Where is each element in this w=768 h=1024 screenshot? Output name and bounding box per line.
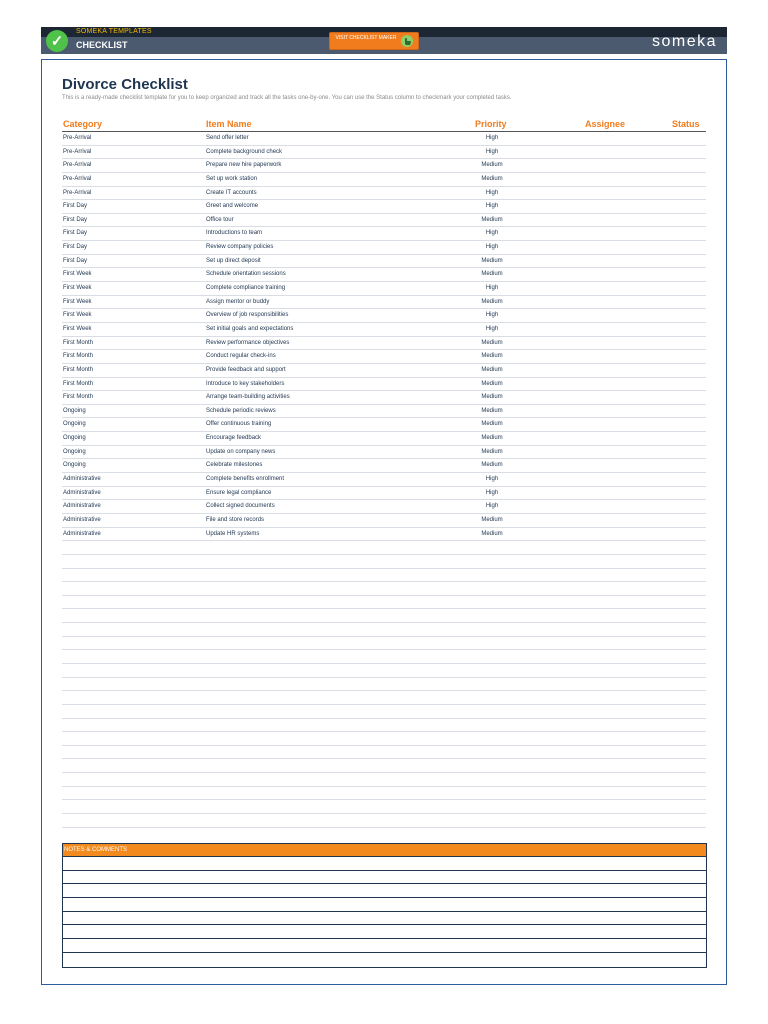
table-row[interactable] [62,459,706,473]
table-row[interactable] [62,596,706,610]
someka-logo[interactable]: someka [651,33,717,50]
table-row[interactable] [62,214,706,228]
row-category: First Month [63,339,94,346]
table-row[interactable] [62,773,706,787]
table-row[interactable] [62,637,706,651]
table-row[interactable] [62,569,706,583]
table-row[interactable] [62,691,706,705]
visit-button-label: VISIT CHECKLIST MAKER [335,35,397,41]
row-category: Administrative [63,530,101,537]
row-item-name: Office tour [206,216,234,223]
table-row[interactable] [62,350,706,364]
table-row[interactable] [62,132,706,146]
row-priority: Medium [481,257,503,264]
row-item-name: Introductions to team [206,230,263,237]
row-category: Ongoing [63,421,86,428]
table-row[interactable] [62,364,706,378]
row-item-name: Update on company news [206,448,276,455]
hand-click-icon [400,34,414,48]
row-priority: Medium [481,216,503,223]
row-priority: High [485,244,499,251]
notes-line[interactable] [63,884,706,898]
row-priority: Medium [481,394,503,401]
table-row[interactable] [62,487,706,501]
notes-line[interactable] [63,953,706,967]
table-row[interactable] [62,787,706,801]
notes-line[interactable] [63,871,706,885]
row-item-name: Update HR systems [206,530,260,537]
row-item-name: Encourage feedback [206,435,262,442]
row-category: Administrative [63,489,101,496]
row-priority: High [485,503,499,510]
row-priority: Medium [481,380,503,387]
row-category: Ongoing [63,462,86,469]
row-item-name: Greet and welcome [206,203,259,210]
row-item-name: Complete background check [206,148,283,155]
visit-checklist-maker-button[interactable] [329,32,419,50]
row-item-name: Prepare new hire paperwork [206,162,282,169]
row-priority: High [485,203,499,210]
row-priority: High [485,325,499,332]
row-category: Administrative [63,516,101,523]
row-item-name: Create IT accounts [206,189,257,196]
row-category: First Month [63,366,94,373]
table-row[interactable] [62,418,706,432]
row-priority: High [485,489,499,496]
row-item-name: Arrange team-building activities [206,394,290,401]
table-row[interactable] [62,678,706,692]
table-row[interactable] [62,746,706,760]
row-item-name: Review company policies [206,244,274,251]
column-header-status: Status [672,119,700,129]
row-item-name: Schedule orientation sessions [206,271,286,278]
row-item-name: Complete compliance training [206,285,286,292]
table-row[interactable] [62,173,706,187]
table-row[interactable] [62,432,706,446]
row-item-name: Ensure legal compliance [206,489,272,496]
table-row[interactable] [62,309,706,323]
row-priority: Medium [481,366,503,373]
row-priority: Medium [481,339,503,346]
row-item-name: File and store records [206,516,265,523]
row-priority: Medium [481,462,503,469]
row-priority: Medium [481,516,503,523]
notes-line[interactable] [63,925,706,939]
table-row[interactable] [62,541,706,555]
brand-label: SOMEKA TEMPLATES [76,28,152,35]
table-row[interactable] [62,732,706,746]
row-category: Ongoing [63,407,86,414]
table-row[interactable] [62,759,706,773]
notes-lines [63,857,706,967]
row-priority: Medium [481,407,503,414]
table-row[interactable] [62,391,706,405]
row-category: First Month [63,353,94,360]
table-row[interactable] [62,800,706,814]
template-title: CHECKLIST [76,40,128,50]
row-category: First Day [63,244,87,251]
table-row[interactable] [62,514,706,528]
checklist-sheet [41,59,727,985]
row-priority: High [485,230,499,237]
table-row[interactable] [62,623,706,637]
table-row[interactable] [62,268,706,282]
row-item-name: Provide feedback and support [206,366,286,373]
row-item-name: Assign mentor or buddy [206,298,270,305]
row-category: Pre-Arrival [63,148,92,155]
table-row[interactable] [62,255,706,269]
row-priority: Medium [481,162,503,169]
column-header-category: Category [63,119,103,129]
notes-section [62,843,707,968]
row-item-name: Collect signed documents [206,503,275,510]
row-category: Ongoing [63,435,86,442]
row-priority: High [485,285,499,292]
table-row[interactable] [62,582,706,596]
table-row[interactable] [62,159,706,173]
row-item-name: Set initial goals and expectations [206,325,294,332]
row-category: First Day [63,257,87,264]
table-row[interactable] [62,814,706,828]
row-category: Pre-Arrival [63,189,92,196]
row-category: Pre-Arrival [63,162,92,169]
row-priority: High [485,135,499,141]
table-row[interactable] [62,337,706,351]
table-row[interactable] [62,705,706,719]
row-priority: Medium [481,298,503,305]
page-description: This is a ready-made checklist template for you to keep organized and track all the tasks one-by-one. You can use the Status column to checkmark your completed tasks. [62,95,512,101]
row-category: First Week [63,325,92,332]
row-priority: Medium [481,421,503,428]
column-header-assignee: Assignee [585,119,626,129]
notes-line[interactable] [63,857,706,871]
row-item-name: Introduce to key stakeholders [206,380,285,387]
row-category: First Day [63,230,87,237]
table-row[interactable] [62,650,706,664]
table-row[interactable] [62,528,706,542]
row-category: Administrative [63,503,101,510]
row-priority: Medium [481,530,503,537]
checkmark-logo-icon: ✓ [46,30,68,52]
app-header [41,27,727,54]
row-item-name: Complete benefits enrollment [206,476,285,483]
notes-line[interactable] [63,939,706,953]
table-row[interactable] [62,146,706,160]
row-category: Pre-Arrival [63,135,92,141]
row-priority: High [485,148,499,155]
row-item-name: Celebrate milestones [206,462,263,469]
row-category: First Week [63,312,92,319]
table-row[interactable] [62,664,706,678]
checklist-table [62,132,706,828]
row-priority: High [485,476,499,483]
row-category: First Week [63,298,92,305]
table-row[interactable] [62,405,706,419]
table-row[interactable] [62,296,706,310]
row-category: First Month [63,380,94,387]
row-category: Ongoing [63,448,86,455]
row-priority: Medium [481,271,503,278]
row-category: Pre-Arrival [63,175,92,182]
table-row[interactable] [62,187,706,201]
row-priority: Medium [481,435,503,442]
table-row[interactable] [62,446,706,460]
page-title: Divorce Checklist [62,76,188,93]
table-row[interactable] [62,282,706,296]
table-row[interactable] [62,323,706,337]
table-row[interactable] [62,473,706,487]
table-row[interactable] [62,500,706,514]
table-row[interactable] [62,719,706,733]
row-category: First Week [63,271,92,278]
table-row[interactable] [62,227,706,241]
row-priority: Medium [481,353,503,360]
notes-header: NOTES & COMMENTS [63,844,706,857]
column-header-item-name: Item Name [206,119,252,129]
row-priority: High [485,189,499,196]
row-category: Administrative [63,476,101,483]
table-row[interactable] [62,241,706,255]
table-row[interactable] [62,609,706,623]
row-priority: High [485,312,499,319]
row-item-name: Send offer letter [206,135,249,141]
notes-line[interactable] [63,912,706,926]
row-category: First Week [63,285,92,292]
row-category: First Day [63,216,87,223]
notes-line[interactable] [63,898,706,912]
row-item-name: Overview of job responsibilities [206,312,289,319]
row-item-name: Conduct regular check-ins [206,353,276,360]
table-row[interactable] [62,200,706,214]
row-item-name: Offer continuous training [206,421,272,428]
row-item-name: Review performance objectives [206,339,290,346]
table-row[interactable] [62,378,706,392]
row-priority: Medium [481,448,503,455]
row-category: First Month [63,394,94,401]
row-item-name: Set up work station [206,175,258,182]
row-category: First Day [63,203,87,210]
row-item-name: Schedule periodic reviews [206,407,276,414]
row-item-name: Set up direct deposit [206,257,261,264]
column-header-priority: Priority [475,119,507,129]
row-priority: Medium [481,175,503,182]
table-row[interactable] [62,555,706,569]
